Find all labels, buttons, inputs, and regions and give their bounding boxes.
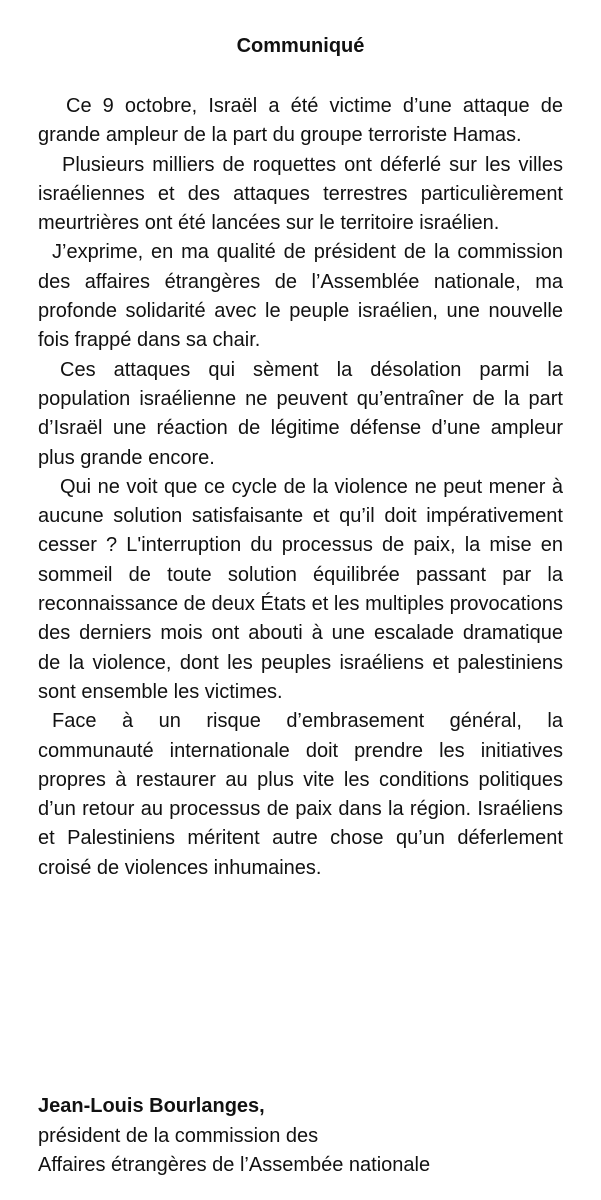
signatory-role-line-2: Affaires étrangères de l’Assembée nationale bbox=[38, 1154, 431, 1176]
signatory-role-line-1: président de la commission des bbox=[38, 1124, 319, 1147]
signature-block bbox=[38, 1092, 578, 1181]
paragraph-rockets: Plusieurs milliers de roquettes ont déferlé sur les villes israéliennes et des attaques terrestres particulièrement meurtrières ont été lancées sur le territoire israélien. bbox=[38, 153, 563, 235]
paragraph-international-community: Face à un risque d’embrasement général, la communauté internationale doit prendre les initiatives propres à restaurer au plus vite les conditions politiques d’un retour au processus de paix dans la région. Israéliens et Palestiniens méritent autre chose qu’un déferlement croisé de violences inhumaines. bbox=[38, 710, 563, 879]
page-title: Communiqué bbox=[236, 35, 365, 57]
communique-body bbox=[38, 92, 563, 883]
paragraph-attack: Ce 9 octobre, Israël a été victime d’une attaque de grande ampleur de la part du groupe terroriste Hamas. bbox=[38, 95, 563, 147]
paragraph-desolation: Ces attaques qui sèment la désolation parmi la population israélienne ne peuvent qu’entraîner de la part d’Israël une réaction de légitime défense d’une ampleur plus grande encore. bbox=[38, 358, 563, 469]
signatory-name: Jean-Louis Bourlanges, bbox=[38, 1095, 265, 1117]
paragraph-cycle-of-violence: Qui ne voit que ce cycle de la violence ne peut mener à aucune solution satisfaisante et qu’il doit impérativement cesser ? L'interruption du processus de paix, la mise en sommeil de toute solution équilibrée passant par la reconnaissance de deux États et les multiples provocations des derniers mois ont abouti à une escalade dramatique de la violence, dont les peuples israéliens et palestiniens sont ensemble les victimes. bbox=[38, 475, 563, 703]
paragraph-solidarity: J’exprime, en ma qualité de président de la commission des affaires étrangères de l’Assemblée nationale, ma profonde solidarité avec le peuple israélien, une nouvelle fois frappé dans sa chair. bbox=[38, 241, 563, 352]
